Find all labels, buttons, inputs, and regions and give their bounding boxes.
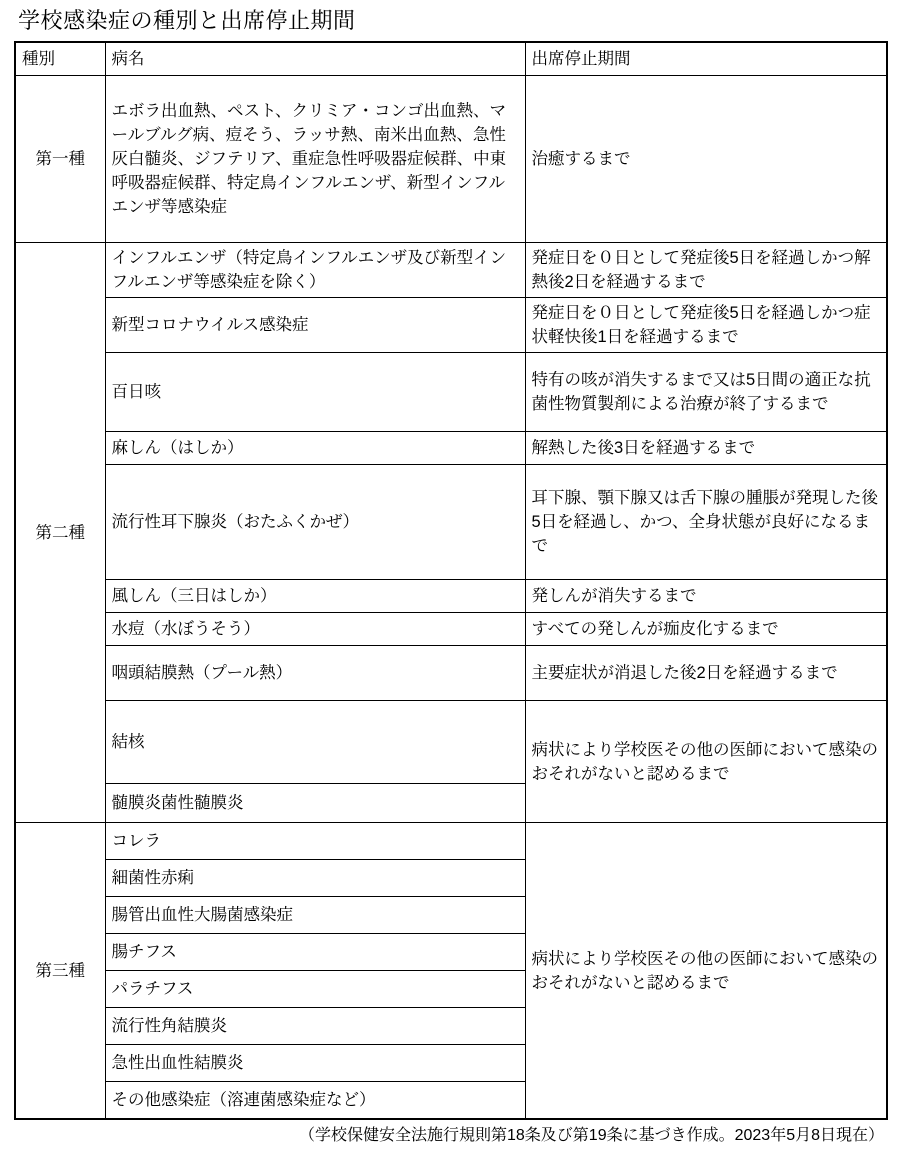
disease-name-cell: 流行性耳下腺炎（おたふくかぜ）	[105, 465, 525, 580]
source-footnote: （学校保健安全法施行規則第18条及び第19条に基づき作成。2023年5月8日現在）	[299, 1127, 884, 1144]
header-disease-name: 病名	[105, 42, 525, 76]
table-row	[15, 243, 887, 298]
suspension-period-cell: 耳下腺、顎下腺又は舌下腺の腫脹が発現した後5日を経過し、かつ、全身状態が良好になるまで	[525, 465, 887, 580]
table-row	[15, 823, 887, 860]
table-row	[15, 432, 887, 465]
disease-name-cell: 結核	[105, 701, 525, 784]
disease-name-cell: 新型コロナウイルス感染症	[105, 298, 525, 353]
disease-name-cell: 腸チフス	[105, 934, 525, 971]
disease-name-cell: 麻しん（はしか）	[105, 432, 525, 465]
kind-label-group-3: 第三種	[15, 823, 105, 1120]
table-row	[15, 646, 887, 701]
suspension-period-cell: 治癒するまで	[525, 76, 887, 243]
disease-name-cell: 流行性角結膜炎	[105, 1008, 525, 1045]
header-kind: 種別	[15, 42, 105, 76]
kind-label-group-1: 第一種	[15, 76, 105, 243]
table-row	[15, 701, 887, 784]
table-row	[15, 465, 887, 580]
kind-label-group-2: 第二種	[15, 243, 105, 823]
disease-name-cell: エボラ出血熱、ペスト、クリミア・コンゴ出血熱、マールブルグ病、痘そう、ラッサ熱、南米出血熱、急性灰白髄炎、ジフテリア、重症急性呼吸器症候群、中東呼吸器症候群、特定鳥インフルエンザ、新型インフルエンザ等感染症	[105, 76, 525, 243]
suspension-period-cell: 発しんが消失するまで	[525, 580, 887, 613]
disease-name-cell: 腸管出血性大腸菌感染症	[105, 897, 525, 934]
header-suspension-period: 出席停止期間	[525, 42, 887, 76]
disease-name-cell: その他感染症（溶連菌感染症など）	[105, 1082, 525, 1120]
page-title: 学校感染症の種別と出席停止期間	[18, 8, 356, 33]
disease-name-cell: パラチフス	[105, 971, 525, 1008]
table-row	[15, 580, 887, 613]
disease-name-cell: 風しん（三日はしか）	[105, 580, 525, 613]
suspension-period-cell: 発症日を０日として発症後5日を経過しかつ解熱後2日を経過するまで	[525, 243, 887, 298]
disease-name-cell: 水痘（水ぼうそう）	[105, 613, 525, 646]
suspension-period-cell-merged: 病状により学校医その他の医師において感染のおそれがないと認めるまで	[525, 701, 887, 823]
infectious-disease-table	[14, 41, 888, 1120]
suspension-period-cell: 発症日を０日として発症後5日を経過しかつ症状軽快後1日を経過するまで	[525, 298, 887, 353]
suspension-period-cell: 主要症状が消退した後2日を経過するまで	[525, 646, 887, 701]
table-row	[15, 613, 887, 646]
table-row	[15, 76, 887, 243]
suspension-period-cell: 解熱した後3日を経過するまで	[525, 432, 887, 465]
disease-name-cell: 細菌性赤痢	[105, 860, 525, 897]
disease-name-cell: 咽頭結膜熱（プール熱）	[105, 646, 525, 701]
disease-name-cell: 髄膜炎菌性髄膜炎	[105, 784, 525, 823]
suspension-period-cell-merged: 病状により学校医その他の医師において感染のおそれがないと認めるまで	[525, 823, 887, 1120]
disease-name-cell: コレラ	[105, 823, 525, 860]
table-header-row	[15, 42, 887, 76]
disease-name-cell: 急性出血性結膜炎	[105, 1045, 525, 1082]
suspension-period-cell: 特有の咳が消失するまで又は5日間の適正な抗菌性物質製剤による治療が終了するまで	[525, 353, 887, 432]
table-row	[15, 298, 887, 353]
disease-name-cell: 百日咳	[105, 353, 525, 432]
disease-name-cell: インフルエンザ（特定鳥インフルエンザ及び新型インフルエンザ等感染症を除く）	[105, 243, 525, 298]
suspension-period-cell: すべての発しんが痂皮化するまで	[525, 613, 887, 646]
table-row	[15, 353, 887, 432]
